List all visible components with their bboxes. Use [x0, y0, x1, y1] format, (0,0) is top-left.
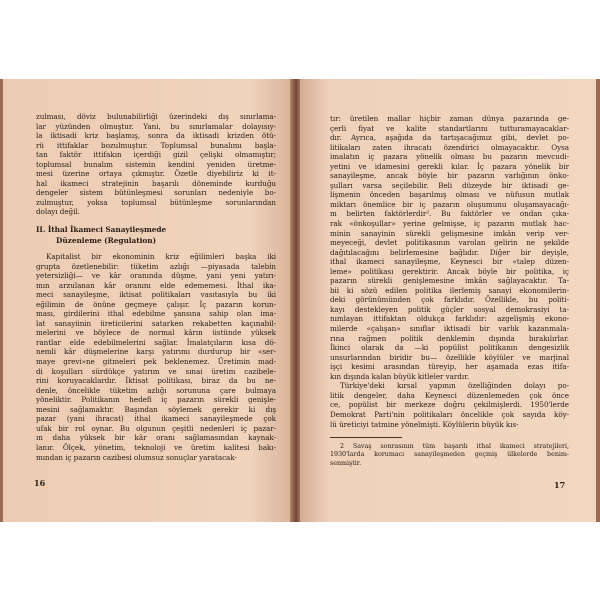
text-line: m belirten faktörlerdir². Bu faktörler ve ondan çıka-	[330, 209, 569, 219]
text-line: lü üreticiyi tatmine yönelmişti. Köylülerin büyük kıs-	[330, 419, 519, 429]
left-paragraph-2	[36, 252, 276, 462]
footnote	[330, 442, 569, 467]
text-line: mesini sağlamaktır. Başından söylemek gerekir ki dış	[36, 404, 276, 414]
text-line: dolayı değil.	[36, 207, 80, 217]
text-line: milerde «çalışan» sınıflar iktisadi bir varlık kazanmala-	[330, 324, 569, 334]
text-line: maye grevi»ne gitmeleri pek beklenemez. Üretimin mad-	[36, 357, 276, 367]
right-text-block	[330, 114, 569, 467]
text-line: deki görünümünden çok farklıdır. Özellikle, bu politi-	[330, 295, 569, 305]
text-line: yetini ve idamesini gerekli kılar. İç pazara yönelik bir	[330, 161, 569, 171]
text-line: ithal ikameci sanayileşme, Keynesci bir «talep düzen-	[330, 257, 569, 267]
text-line: lat sanayiinin üreticilerini satarken rekabetten kaçınabil-	[36, 318, 276, 328]
text-line: lanır. Ölçek, yönetim, teknoloji ve üretim kalitesi bakı-	[36, 442, 276, 452]
text-line: melerini ve böylece de normal kârın üstünde yüksek	[36, 328, 276, 338]
text-line: senmiştir.	[330, 458, 362, 467]
text-line: 1930'larda korumacı sanayileşmeden geçmiş ülkelerde benim-	[330, 450, 569, 459]
text-line: Türkiye'deki kırsal yapının özelliğinden dolayı po-	[340, 381, 569, 391]
text-line: mından iç pazarın cazibesi olumsuz sonuçlar yaratacak-	[36, 452, 237, 462]
text-line: hal ikameci stratejinin başarılı döneminde kurduğu	[36, 178, 276, 188]
text-line: imalatın iç pazara yönelik olması bu pazarın mevcudi-	[330, 152, 569, 162]
text-line: ın daha yüksek bir kâr oranı sağlamasından kaynak-	[36, 433, 276, 443]
text-line: yöneliktir. Politikanın hedefi iç pazarın sürekli genişle-	[36, 395, 276, 405]
text-line: toplumsal bunalım sistemin kendini yeniden üretme-	[36, 159, 276, 169]
right-page	[300, 79, 596, 522]
text-line: nemli kâr düşmelerine karşı yatırımı durdurup bir «ser-	[36, 347, 276, 357]
text-line: pazar (yani ihracat) ithal ikameci sanayileşmede çok	[36, 414, 276, 424]
text-line: pazarın sürekli genişlemesine imkân sağlayacaktır. Ta-	[330, 276, 569, 286]
text-line: zulmuştur, yoksa toplumsal bütünleşme sorunlarından	[36, 197, 276, 207]
text-line: dır. Ayrıca, aşağıda da tartışacağımız gibi, devlet po-	[330, 133, 569, 143]
text-line: denle, öncelikle tüketim azlığı sorununa çare bulmaya	[36, 385, 276, 395]
text-line: unsurlarından biridir bu— özellikle köylüler ve marjinal	[330, 352, 569, 362]
text-line: mın arzulanan kâr oranını elde edememesi. İthal ika-	[36, 280, 276, 290]
text-line: işçi kesimi arasından türeyip, her aşamada ezas itifa-	[330, 362, 569, 372]
text-line: leme» politikası gerektirir. Ancak böyle bir politika, iç	[330, 266, 569, 276]
section-heading-line1: II. İthal İkameci Sanayileşmede	[36, 225, 167, 235]
right-paragraph-1	[330, 114, 569, 381]
text-line: litik dengeler, daha Keynesci düzenlemeden çok önce	[330, 390, 569, 400]
text-line: eğilimin de önüne geçmeye çalışır. İç pazarın korun-	[36, 299, 276, 309]
left-text-block	[36, 112, 276, 462]
text-line: yetersizliği— ve kâr oranında düşme, yani yeni yatırı-	[36, 271, 276, 281]
text-line: la iktisadi kriz başlamış, sonra da iktisadi krizden ötü-	[36, 131, 276, 141]
text-line: meci sanayileşme, iktisat politikaları vasıtasıyla bu iki	[36, 290, 276, 300]
section-heading-line2: Düzenleme (Regulation)	[56, 236, 157, 246]
footnote-divider	[330, 437, 402, 438]
text-line: İkinci olarak da —ki popülist politikanın dengesizlik	[330, 343, 569, 353]
text-line: miktarı önemlice bir iç pazarın oluşumunu oluşamayacağı-	[330, 199, 569, 209]
text-line: bii ki sözü edilen politika ilerlemiş sanayi ekonomilerin-	[330, 285, 569, 295]
text-line: di koşulları sürdükçe yatırım ve sınai üretim cazibele-	[36, 366, 276, 376]
text-line: rına rağmen politik denklemin dışında bırakılırlar.	[330, 333, 569, 343]
text-line: dengeler sistem bütünleşmesi sorunları nedeniyle bo-	[36, 188, 276, 198]
text-line: litikaları zaten ihracatı özendirici olmayacaktır. Oysa	[330, 142, 569, 152]
text-line: şulları varsa seçilebilir. Beli düzeyde bir iktisadi ge-	[330, 180, 569, 190]
text-line: 2 Savaş sonrasının tüm başarılı ithal ikameci stratejileri,	[340, 441, 569, 450]
text-line: kayı destekleyen politik güçler sosyal demokrasiyi ta-	[330, 304, 569, 314]
text-line: ufak bir rol oynar. Bu olgunun çeşitli nedenleri iç pazar-	[36, 423, 276, 433]
text-line: Kapitalist bir ekonominin kriz eğilimleri başka iki	[46, 252, 276, 262]
text-line: tan faktör ittifakın içerdiği gizil çelişki olmamıştır;	[36, 150, 276, 160]
right-paragraph-2	[330, 381, 569, 429]
text-line: zulması, döviz bulunabilirliği üzerindeki dış sınırlama-	[36, 112, 276, 121]
text-line: dağıtılacağını belirlemesine bağlıdır. Diğer bir deyişle,	[330, 247, 569, 257]
text-line: tır: üretilen mallar hiçbir zaman dünya pazarında ge-	[330, 114, 569, 123]
text-line: çerli fiyat ve kalite standartlarını tutturamayacaklar-	[330, 123, 569, 133]
page-number-left: 16	[34, 478, 46, 488]
left-page	[3, 79, 292, 522]
text-line: sanayileşme, ancak böyle bir pazarın varlığının önko-	[330, 171, 569, 181]
text-line: rak «önkoşullar» yerine gelmişse, iç pazarın mutlak hac-	[330, 219, 569, 229]
text-line: lişmenin önceden başarılmış olması ve nüfusun mutlak	[330, 190, 569, 200]
text-line: Demokrat Parti'nin politikaları öncelikle çok sayıda köy-	[330, 409, 569, 419]
text-line: grupta özetlenebilir: tüketim azlığı —piyasada talebin	[36, 261, 276, 271]
text-line: lar yüzünden olmuştur. Yani, bu sınırlamalar dolayısıy-	[36, 121, 276, 131]
text-line: kın dışında kalan büyük kitleler vardır.	[330, 371, 469, 381]
text-line: ce, popülist bir merkeze doğru çekilmişlerdi. 1950'lerde	[330, 400, 569, 410]
open-book	[0, 79, 600, 522]
text-line: rini koruyacaklardır. İktisat politikası, biraz da bu ne-	[36, 376, 276, 386]
text-line: rü ittifaklar bozulmuştur. Toplumsal bunalımı başla-	[36, 140, 276, 150]
text-line: mesi üzerine ortaya çıkmıştır. Özetle diyebiliriz ki it-	[36, 169, 276, 179]
text-line: minin sanayinin sürekli gelişmesine imkân verip ver-	[330, 228, 569, 238]
text-line: nımlayan ittifaktan oldukça farklıdır: azgelişmiş ekono-	[330, 314, 569, 324]
page-number-right: 17	[554, 480, 566, 490]
text-line: rantlar elde edebilmelerini sağlar. İmalatçıların kısa dö-	[36, 337, 276, 347]
text-line: meyeceği, devlet politikasının varolan gelirin ne şekilde	[330, 238, 569, 248]
text-line: ması, girdilerini ithal edebilme şansına sahip olan ima-	[36, 309, 276, 319]
left-paragraph-1	[36, 112, 276, 217]
